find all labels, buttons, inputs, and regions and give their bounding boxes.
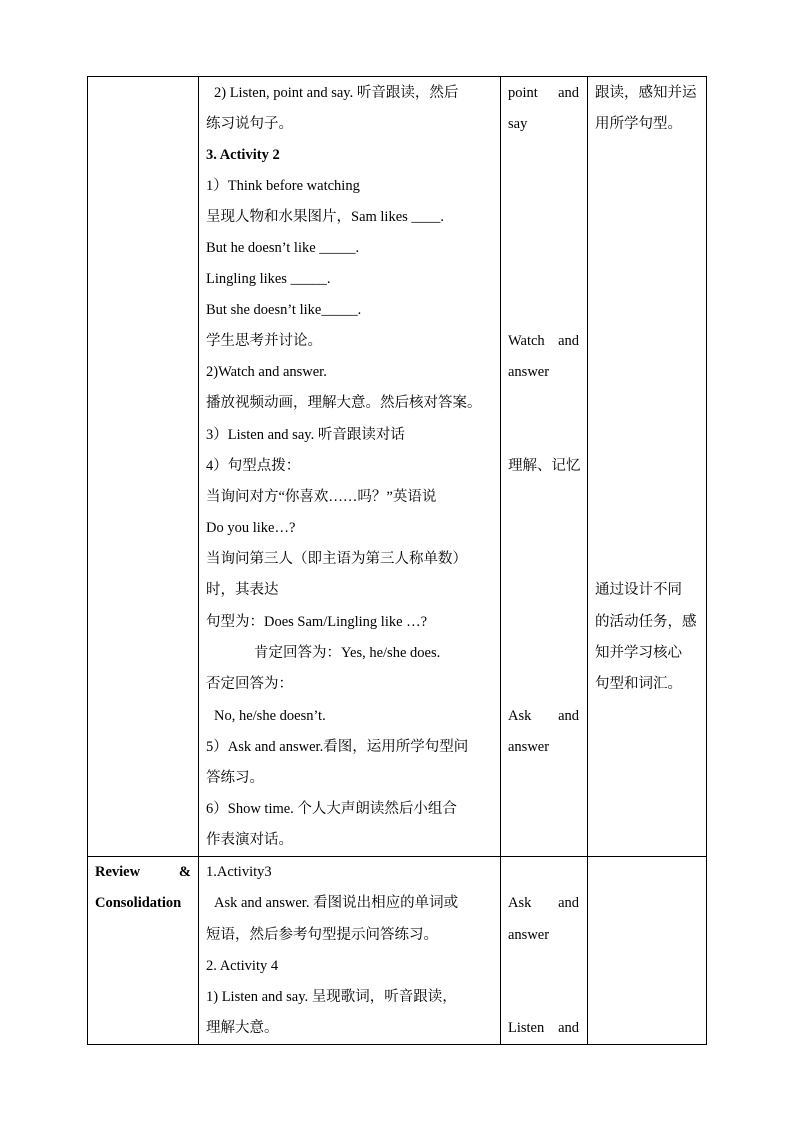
process-line: 播放视频动画，理解大意。然后核对答案。 [206, 395, 482, 411]
process-line: 短语，然后参考句型提示问答练习。 [206, 927, 438, 943]
stage-label-amp: & [178, 864, 191, 880]
table-border-top [87, 76, 707, 77]
student-activity: answer [508, 364, 550, 380]
design-intent: 通过设计不同 [595, 582, 682, 598]
process-line: 呈现人物和水果图片，Sam likes ____. [206, 209, 445, 225]
process-line: 2) Listen, point and say. 听音跟读，然后 [214, 85, 459, 101]
design-intent: 句型和词汇。 [595, 676, 682, 692]
student-activity-word: Ask [508, 895, 532, 911]
table-border-bottom [87, 1044, 707, 1045]
process-line: Do you like…? [206, 520, 296, 536]
process-line: 6）Show time. 个人大声朗读然后小组合 [206, 801, 457, 817]
process-line: 作表演对话。 [206, 832, 293, 848]
process-line: Lingling likes _____. [206, 271, 331, 287]
stage-label [95, 862, 191, 882]
student-activity-word: and [558, 333, 579, 349]
student-activity-word: and [558, 85, 579, 101]
student-activity [508, 893, 579, 913]
process-line: 3）Listen and say. 听音跟读对话 [206, 427, 405, 443]
table-col-divider-1 [198, 76, 199, 1045]
process-line: 1) Listen and say. 呈现歌词，听音跟读， [206, 989, 457, 1005]
table-border-left [87, 76, 88, 1045]
table-border-right [706, 76, 707, 1045]
process-line: 肯定回答为：Yes, he/she does. [254, 645, 441, 661]
process-line: 理解大意。 [206, 1020, 279, 1036]
table-col-divider-3 [587, 76, 588, 1045]
stage-label-word: Review [95, 864, 141, 880]
design-intent: 知并学习核心 [595, 645, 682, 661]
process-line: But she doesn’t like_____. [206, 302, 362, 318]
design-intent: 用所学句型。 [595, 116, 682, 132]
process-line: 练习说句子。 [206, 116, 293, 132]
student-activity-word: point [508, 85, 538, 101]
process-line: 当询问对方“你喜欢……吗？”英语说 [206, 489, 437, 505]
design-intent: 的活动任务，感 [595, 614, 697, 630]
student-activity-word: Watch [508, 333, 545, 349]
design-intent: 跟读，感知并运 [595, 85, 697, 101]
process-line: 1）Think before watching [206, 178, 360, 194]
activity-heading: 3. Activity 2 [206, 147, 280, 163]
process-line: 否定回答为： [206, 676, 293, 692]
table-col-divider-2 [500, 76, 501, 1045]
student-activity [508, 83, 579, 103]
stage-label: Consolidation [95, 895, 182, 911]
student-activity: say [508, 116, 528, 132]
student-activity-word: and [558, 1020, 579, 1036]
student-activity: answer [508, 927, 550, 943]
process-line: 学生思考并讨论。 [206, 333, 322, 349]
process-line: 1.Activity3 [206, 864, 272, 880]
student-activity: 理解、记忆 [508, 458, 581, 474]
process-line: But he doesn’t like _____. [206, 240, 360, 256]
student-activity [508, 1018, 579, 1038]
table-row-divider [87, 856, 707, 857]
process-line: 4）句型点拨： [206, 458, 301, 474]
process-line: No, he/she doesn’t. [214, 708, 326, 724]
process-line: 当询问第三人（即主语为第三人称单数） [206, 551, 467, 567]
process-line: 5）Ask and answer.看图，运用所学句型问 [206, 739, 469, 755]
student-activity [508, 331, 579, 351]
process-line: Ask and answer. 看图说出相应的单词或 [214, 895, 459, 911]
process-line: 2)Watch and answer. [206, 364, 327, 380]
process-line: 句型为：Does Sam/Lingling like …? [206, 614, 428, 630]
process-line: 答练习。 [206, 770, 264, 786]
student-activity-word: Ask [508, 708, 532, 724]
process-line: 2. Activity 4 [206, 958, 279, 974]
student-activity [508, 706, 579, 726]
student-activity-word: and [558, 708, 579, 724]
student-activity: answer [508, 739, 550, 755]
process-line: 时，其表达 [206, 582, 279, 598]
student-activity-word: Listen [508, 1020, 545, 1036]
student-activity-word: and [558, 895, 579, 911]
